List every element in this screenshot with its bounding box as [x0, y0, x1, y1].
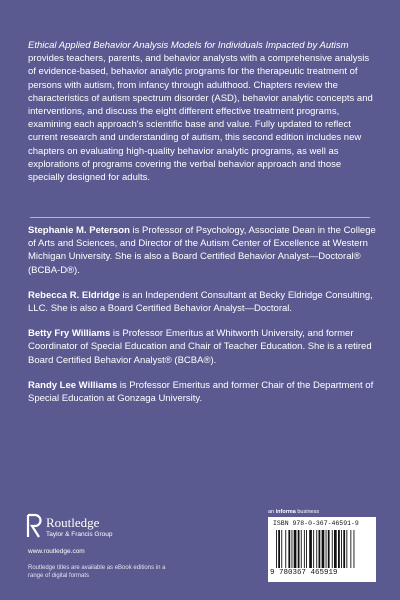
informa-prefix: an [268, 509, 276, 515]
barcode-digits: 9 780367 465919 [270, 569, 338, 577]
author-name: Stephanie M. Peterson [28, 225, 130, 236]
section-divider [30, 217, 370, 218]
barcode-bar [278, 530, 280, 568]
barcode-bar [334, 530, 337, 568]
author-bio-text: is Professor of Psychology, Associate Dean in the College of Arts and Sciences, and Director of the Autism Center of Excellence at Western Michigan University. She is also a Board Certified Behavior Analyst—Doctoral® (BCBA-D®). [28, 225, 376, 276]
barcode-bar [298, 530, 300, 568]
informa-label [268, 509, 319, 515]
barcode-bars [276, 530, 370, 568]
isbn-label: ISBN 978-0-367-46591-9 [273, 520, 359, 527]
barcode-bar [285, 530, 286, 568]
barcode-bar [288, 530, 290, 568]
author-bio [28, 379, 378, 405]
barcode-bar [313, 530, 314, 568]
barcode-bar [309, 530, 312, 568]
barcode-bar [332, 530, 333, 568]
barcode-bar [326, 530, 327, 568]
informa-word: informa [275, 509, 296, 515]
book-description-text: provides teachers, parents, and behavior analysts with a comprehensive analysis of evidence-based, behavior analytic programs for the therapeutic treatment of persons with autism, from infancy through adulthood. Chapters review the characteristics of autism spectrum disorder (ASD), behavior analytic concepts and interventions, and discuss the eight different effective treatment programs, examining each approach's scientific base and value. Fully updated to reflect current research and understanding of autism, this second edition includes new chapters on evaluating high-quality behavior analytic programs, as well as explorations of programs covering the verbal behavior approach and those specially designed for adults. [28, 53, 373, 184]
barcode-bar [350, 530, 351, 568]
barcode-bar [338, 530, 340, 568]
informa-suffix: business [295, 509, 320, 515]
barcode-bar [281, 530, 282, 568]
book-description [28, 39, 378, 184]
barcode-bar [306, 530, 307, 568]
author-bio [28, 327, 378, 367]
book-title: Ethical Applied Behavior Analysis Models for Individuals Impacted by Autism [28, 40, 349, 51]
barcode-bar [294, 530, 297, 568]
author-bio-text: is Professor Emeritus at Whitworth University, and former Coordinator of Special Education and Chair of Teacher Education. She is a retired Board Certified Behavior Analyst® (BCBA®). [28, 328, 372, 366]
author-bio-text: is Professor Emeritus and former Chair of the Department of Special Education at Gonzaga University. [28, 379, 374, 405]
routledge-logo-icon [26, 513, 42, 539]
author-bio [28, 224, 378, 277]
author-name: Betty Fry Williams [28, 328, 111, 340]
barcode-bar [301, 530, 302, 568]
barcode-bar [322, 530, 325, 568]
publisher-subtitle: Taylor & Francis Group [46, 531, 113, 538]
barcode-bar [304, 530, 305, 568]
barcode-bar [343, 530, 345, 568]
author-bios [28, 224, 378, 417]
barcode-bar [316, 530, 317, 568]
barcode-bar [341, 530, 342, 568]
ebook-note: Routledge titles are available as eBook editions in a range of digital formats [28, 565, 166, 579]
barcode-bar [328, 530, 330, 568]
barcode-bar [319, 530, 321, 568]
barcode-bar [354, 530, 355, 568]
author-name: Randy Lee Williams [28, 379, 118, 391]
publisher-url[interactable]: www.routledge.com [28, 548, 85, 555]
author-bio [28, 289, 378, 315]
barcode [268, 517, 376, 582]
barcode-bar [292, 530, 293, 568]
barcode-bar [276, 530, 277, 568]
author-name: Rebecca R. Eldridge [28, 289, 120, 301]
author-bio-text: is an Independent Consultant at Becky Eldridge Consulting, LLC. She is also a Board Certified Behavior Analyst—Doctoral. [28, 289, 373, 315]
barcode-bar [346, 530, 347, 568]
publisher-name: Routledge [46, 515, 100, 530]
routledge-logo [26, 511, 146, 543]
